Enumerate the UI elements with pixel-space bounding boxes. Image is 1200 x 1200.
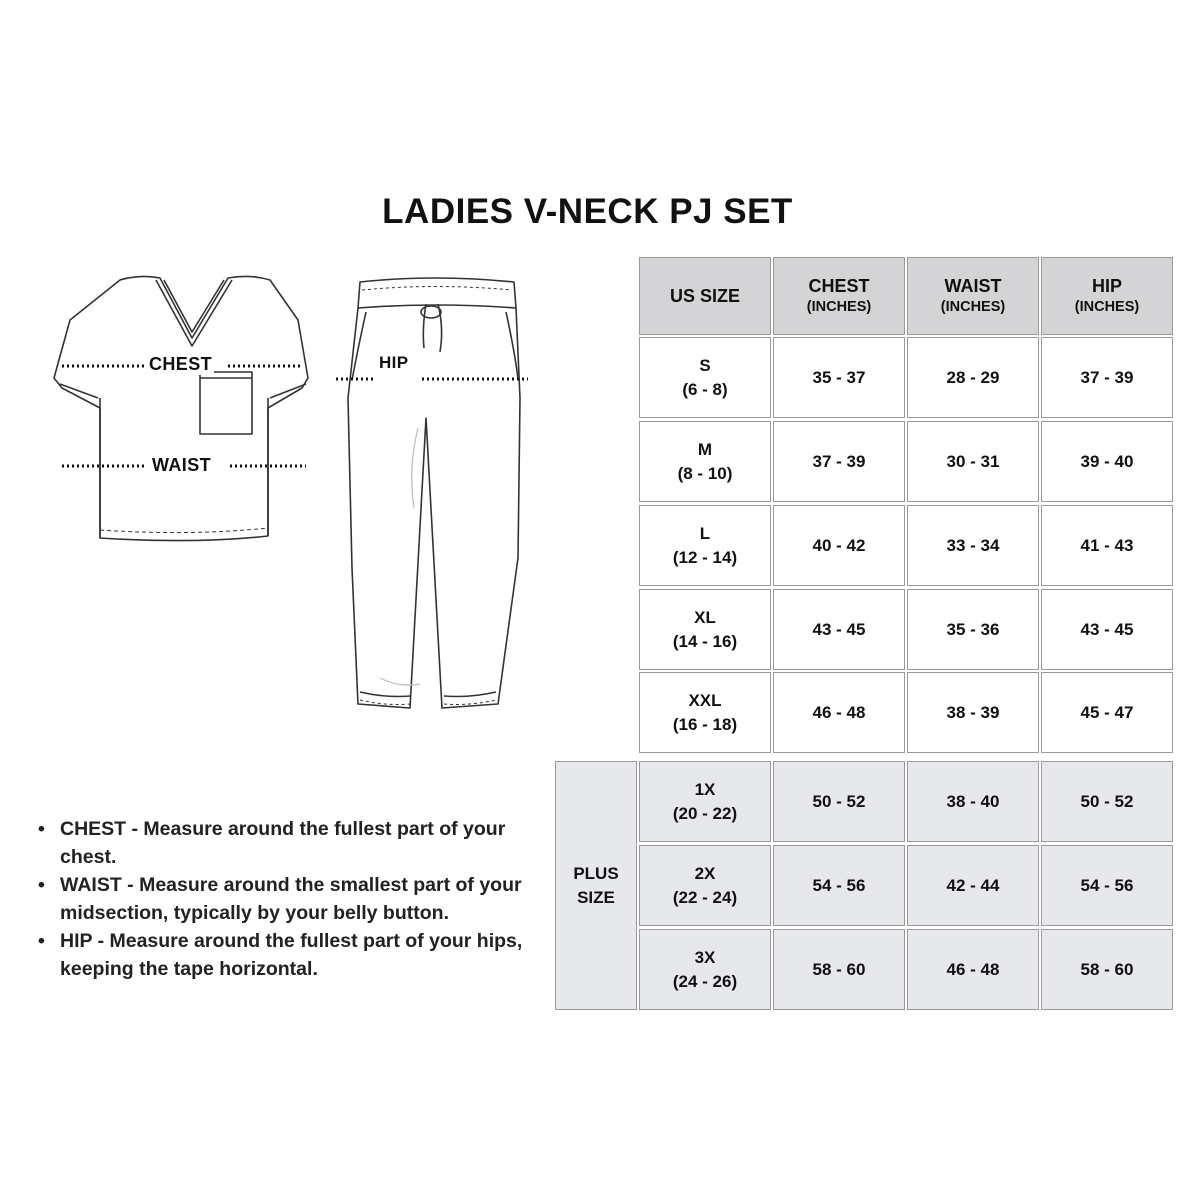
page-title: LADIES V-NECK PJ SET: [382, 192, 793, 231]
table-row-size: [639, 761, 771, 842]
note-chest: [38, 815, 558, 871]
header-chest-unit: (INCHES): [806, 299, 872, 315]
table-row-size: [639, 845, 771, 926]
pants-illustration: [330, 268, 540, 738]
size-range: (20 - 22): [672, 803, 738, 823]
hip-value: [1041, 505, 1173, 586]
waist-value: [907, 929, 1039, 1010]
hip-measure-label: HIP: [379, 353, 409, 372]
bullet-icon: •: [38, 874, 45, 896]
waist-value-text: 38 - 39: [946, 702, 1000, 722]
size-name: XXL: [688, 690, 722, 710]
plus-size-label-line2: SIZE: [577, 887, 615, 907]
waist-value: [907, 672, 1039, 753]
size-name: XL: [694, 607, 716, 627]
hip-value-text: 54 - 56: [1080, 875, 1134, 895]
header-us-size-label: US SIZE: [669, 286, 740, 306]
header-hip-label: HIP: [1091, 276, 1122, 296]
chest-value: [773, 845, 905, 926]
chest-value-text: 37 - 39: [812, 451, 866, 471]
hip-value: [1041, 589, 1173, 670]
size-name: M: [697, 439, 713, 459]
chest-value-text: 46 - 48: [812, 702, 866, 722]
chest-value-text: 43 - 45: [812, 619, 866, 639]
waist-value: [907, 761, 1039, 842]
chest-value-text: 50 - 52: [812, 791, 866, 811]
table-row-size: [639, 672, 771, 753]
note-hip-line1: HIP - Measure around the fullest part of your hips,: [60, 930, 523, 952]
table-row-size: [639, 589, 771, 670]
size-range: (24 - 26): [672, 971, 738, 991]
note-hip: [38, 927, 558, 983]
chest-value: [773, 337, 905, 418]
hip-value-text: 41 - 43: [1080, 535, 1134, 555]
chest-measure-label: CHEST: [149, 354, 213, 374]
note-waist-line1: WAIST - Measure around the smallest part of your: [60, 874, 522, 896]
bullet-icon: •: [38, 818, 45, 840]
waist-value: [907, 337, 1039, 418]
header-waist-label: WAIST: [944, 276, 1002, 296]
note-hip-line2: keeping the tape horizontal.: [60, 958, 318, 980]
note-chest-line1: CHEST - Measure around the fullest part of your: [60, 818, 506, 840]
hip-value-text: 50 - 52: [1080, 791, 1134, 811]
chest-value-text: 54 - 56: [812, 875, 866, 895]
measuring-notes: [38, 815, 558, 983]
tshirt-illustration: [40, 268, 330, 558]
size-range: (14 - 16): [672, 631, 738, 651]
waist-value-text: 38 - 40: [946, 791, 1000, 811]
size-range: (22 - 24): [672, 887, 738, 907]
hip-value-text: 58 - 60: [1080, 959, 1134, 979]
chest-value: [773, 672, 905, 753]
header-us-size: [639, 257, 771, 335]
hip-value: [1041, 337, 1173, 418]
waist-value: [907, 421, 1039, 502]
plus-size-label: [555, 761, 637, 1010]
hip-value-text: 45 - 47: [1080, 702, 1134, 722]
waist-value-text: 35 - 36: [946, 619, 1000, 639]
note-chest-line2: chest.: [60, 846, 117, 868]
hip-value: [1041, 421, 1173, 502]
hip-value-text: 43 - 45: [1080, 619, 1134, 639]
chest-value: [773, 929, 905, 1010]
chest-value-text: 58 - 60: [812, 959, 866, 979]
hip-value: [1041, 672, 1173, 753]
waist-value: [907, 845, 1039, 926]
chest-value-text: 40 - 42: [812, 535, 866, 555]
header-waist-unit: (INCHES): [940, 299, 1006, 315]
size-range: (12 - 14): [672, 547, 738, 567]
waist-value: [907, 505, 1039, 586]
header-hip-unit: (INCHES): [1074, 299, 1140, 315]
size-range: (8 - 10): [677, 463, 733, 483]
note-waist-line2: midsection, typically by your belly button.: [60, 902, 449, 924]
size-range: (6 - 8): [682, 379, 728, 399]
table-row-size: [639, 929, 771, 1010]
waist-value-text: 33 - 34: [946, 535, 1000, 555]
waist-value-text: 46 - 48: [946, 959, 1000, 979]
waist-value-text: 42 - 44: [946, 875, 1000, 895]
size-range: (16 - 18): [672, 714, 738, 734]
size-name: S: [699, 355, 711, 375]
size-name: L: [699, 523, 711, 543]
size-name: 1X: [694, 779, 716, 799]
header-chest: [773, 257, 905, 335]
plus-size-label-line1: PLUS: [573, 863, 619, 883]
chest-value: [773, 761, 905, 842]
table-row-size: [639, 505, 771, 586]
hip-value-text: 37 - 39: [1080, 367, 1134, 387]
header-hip: [1041, 257, 1173, 335]
header-waist: [907, 257, 1039, 335]
bullet-icon: •: [38, 930, 45, 952]
hip-value: [1041, 845, 1173, 926]
hip-value: [1041, 761, 1173, 842]
header-chest-label: CHEST: [808, 276, 870, 296]
size-name: 2X: [694, 863, 716, 883]
waist-value: [907, 589, 1039, 670]
table-row-size: [639, 337, 771, 418]
waist-measure-label: WAIST: [152, 455, 211, 475]
waist-value-text: 30 - 31: [946, 451, 1000, 471]
chest-value: [773, 589, 905, 670]
note-waist: [38, 871, 558, 927]
chest-value: [773, 505, 905, 586]
waist-value-text: 28 - 29: [946, 367, 1000, 387]
size-name: 3X: [694, 947, 716, 967]
hip-value: [1041, 929, 1173, 1010]
hip-value-text: 39 - 40: [1080, 451, 1134, 471]
table-row-size: [639, 421, 771, 502]
chest-value-text: 35 - 37: [812, 367, 866, 387]
chest-value: [773, 421, 905, 502]
